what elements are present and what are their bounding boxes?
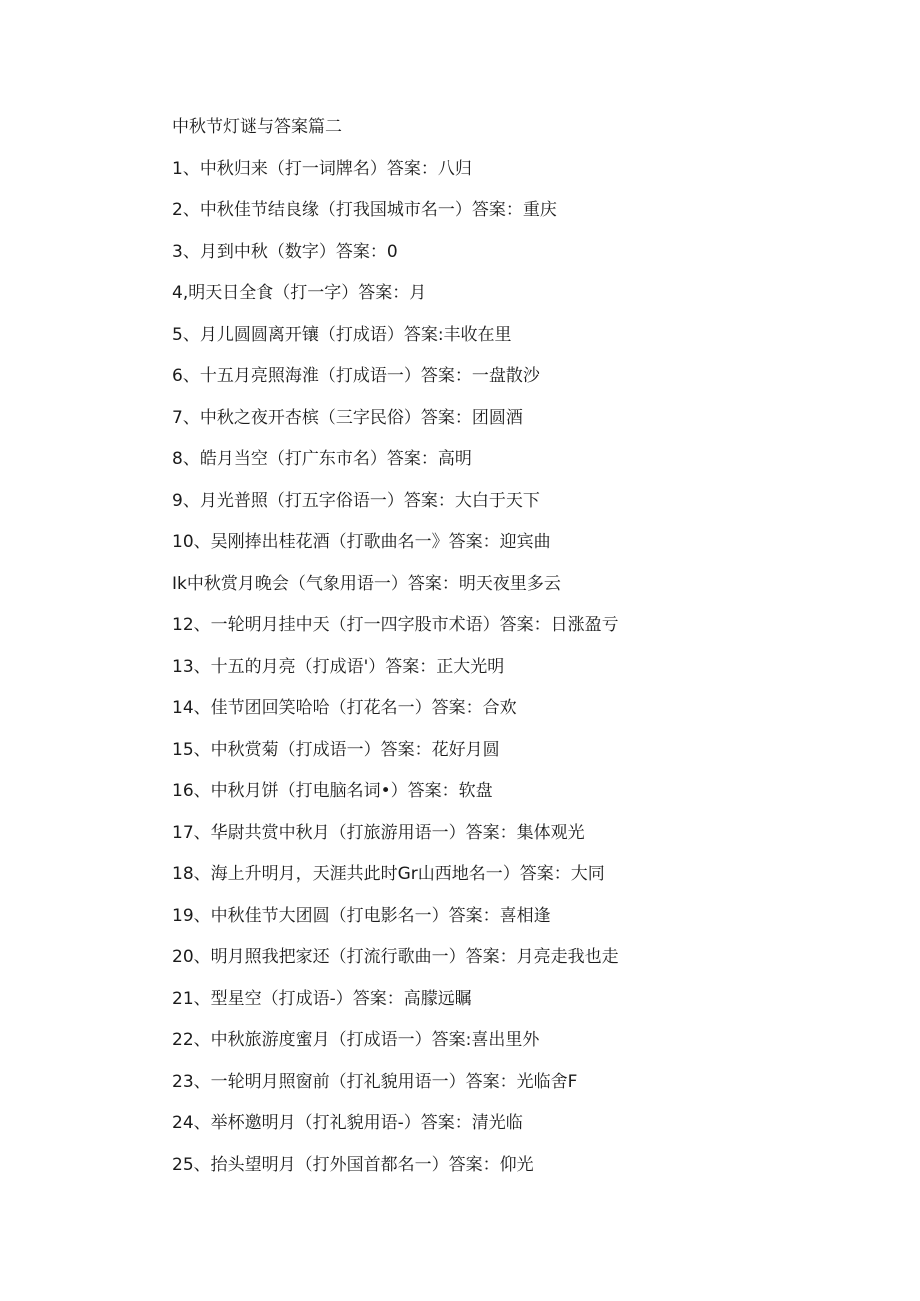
- riddle-item: 19、中秋佳节大团圆（打电影名一）答案：喜相逢: [172, 905, 551, 926]
- riddle-item: 23、一轮明月照窗前（打礼貌用语一）答案：光临舍F: [172, 1071, 578, 1092]
- page-title: 中秋节灯谜与答案篇二: [172, 117, 342, 137]
- riddle-item: 15、中秋赏菊（打成语一）答案：花好月圆: [172, 739, 500, 760]
- document-page: [172, 107, 872, 1186]
- riddle-item: 22、中秋旅游度蜜月（打成语一）答案:喜出里外: [172, 1030, 540, 1050]
- riddle-item: 5、月儿圆圆离开镶（打成语）答案:丰收在里: [172, 324, 512, 345]
- riddle-item: 2、中秋佳节结良缘（打我国城市名一）答案：重庆: [172, 200, 557, 220]
- riddle-item: 12、一轮明月挂中天（打一四字股市术语）答案：日涨盈亏: [172, 615, 619, 635]
- riddle-item: 3、月到中秋（数字）答案：0: [172, 241, 398, 262]
- riddle-item: 25、抬头望明月（打外国首都名一）答案：仰光: [172, 1154, 534, 1175]
- riddle-item: 24、举杯邀明月（打礼貌用语-）答案：清光临: [172, 1113, 523, 1133]
- riddle-item: 13、十五的月亮（打成语'）答案：正大光明: [172, 656, 505, 677]
- riddle-item: 17、华尉共赏中秋月（打旅游用语一）答案：集体观光: [172, 822, 585, 843]
- riddle-item: 9、月光普照（打五字俗语一）答案：大白于天下: [172, 490, 540, 511]
- riddle-item: Ik中秋赏月晚会（气象用语一）答案：明天夜里多云: [172, 573, 561, 594]
- riddle-item: 1、中秋归来（打一词牌名）答案：八归: [172, 158, 472, 179]
- riddle-item: 6、十五月亮照海淮（打成语一）答案：一盘散沙: [172, 366, 540, 386]
- riddle-item: 16、中秋月饼（打电脑名词•）答案：软盘: [172, 781, 493, 801]
- riddle-item: 7、中秋之夜开杏槟（三字民俗）答案：团圆酒: [172, 407, 523, 428]
- riddle-item: 4,明天日全食（打一字）答案：月: [172, 283, 427, 303]
- riddle-item: 20、明月照我把家还（打流行歌曲一）答案：月亮走我也走: [172, 947, 619, 967]
- riddle-item: 18、海上升明月，天涯共此时Gr山西地名一）答案：大同: [172, 864, 605, 884]
- riddle-item: 14、佳节团回笑哈哈（打花名一）答案：合欢: [172, 698, 517, 718]
- riddle-item: 8、皓月当空（打广东市名）答案：高明: [172, 449, 472, 469]
- riddle-item: 21、型星空（打成语-）答案：高朦远瞩: [172, 988, 472, 1009]
- riddle-item: 10、吴刚捧出桂花酒（打歌曲名一》答案：迎宾曲: [172, 532, 551, 552]
